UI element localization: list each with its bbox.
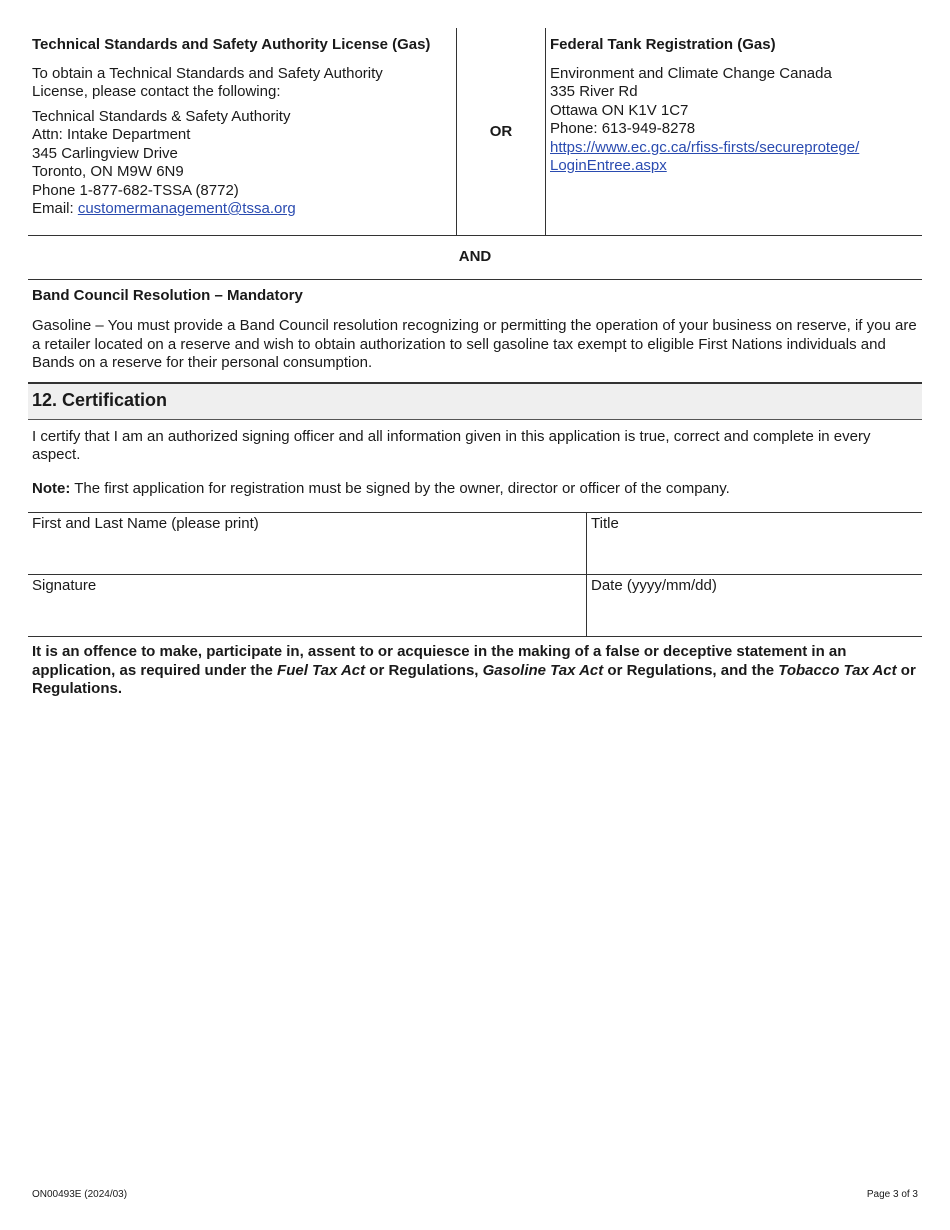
- federal-url-line1: [550, 139, 918, 158]
- offence-warning: [28, 637, 922, 705]
- tssa-title: Technical Standards and Safety Authority License (Gas): [32, 36, 431, 53]
- tssa-license-box: [28, 28, 457, 235]
- band-council-section: [28, 280, 922, 384]
- and-separator: AND: [28, 236, 922, 280]
- federal-url-link-part2[interactable]: LoginEntree.aspx: [550, 157, 667, 174]
- tssa-city: Toronto, ON M9W 6N9: [32, 163, 184, 180]
- offence-text-2: or Regulations,: [365, 661, 483, 679]
- tssa-intro-line2: License, please contact the following:: [32, 83, 281, 100]
- certification-note: [32, 480, 918, 499]
- signature-table: [28, 512, 922, 637]
- fuel-tax-act: Fuel Tax Act: [277, 661, 366, 679]
- name-label: First and Last Name (please print): [32, 515, 259, 532]
- band-council-text: Gasoline – You must provide a Band Council resolution recognizing or permitting the operation of your business on reserve, if you are a retailer located on a reserve and wish to obtain authorization to sell gasoline tax exempt to eligible First Nations individuals and Bands on a reserve for their personal consumption.: [32, 317, 917, 371]
- offence-text-3: or Regulations, and the: [603, 661, 779, 679]
- form-id: ON00493E (2024/03): [32, 1189, 128, 1200]
- certification-heading: 12. Certification: [28, 384, 922, 420]
- federal-phone: Phone: 613-949-8278: [550, 120, 696, 137]
- federal-url-link-part1[interactable]: https://www.ec.gc.ca/rfiss-firsts/secureprotege/: [550, 138, 860, 156]
- offence-text-1: It is an offence to make, participate in, assent to or acquiesce in the making of a false or deceptive statement in an application, as required under the: [32, 643, 847, 679]
- federal-address: 335 River Rd: [550, 83, 638, 100]
- federal-city: Ottawa ON K1V 1C7: [550, 101, 689, 119]
- certification-statement: I certify that I am an authorized signing officer and all information given in this application is true, correct and complete in every aspect.: [32, 427, 871, 463]
- band-council-title: Band Council Resolution – Mandatory: [32, 286, 303, 304]
- name-title-row: [28, 513, 922, 575]
- federal-org: Environment and Climate Change Canada: [550, 64, 832, 82]
- title-label: Title: [591, 515, 619, 532]
- form-page: [28, 28, 922, 705]
- tssa-phone: Phone 1-877-682-TSSA (8772): [32, 181, 239, 199]
- signature-date-row: [28, 575, 922, 637]
- federal-registration-box: [546, 28, 922, 235]
- tobacco-tax-act: Tobacco Tax Act: [778, 661, 897, 679]
- or-separator: OR: [457, 28, 546, 235]
- signature-label: Signature: [32, 577, 97, 594]
- gasoline-tax-act: Gasoline Tax Act: [482, 661, 604, 679]
- note-text: The first application for registration must be signed by the owner, director or officer of the company.: [70, 479, 730, 497]
- offence-text-4: or Regulations.: [32, 661, 916, 697]
- date-field[interactable]: [587, 575, 922, 636]
- page-number: Page 3 of 3: [866, 1189, 918, 1200]
- note-label: Note:: [32, 479, 71, 497]
- title-field[interactable]: [587, 513, 922, 574]
- name-field[interactable]: [28, 513, 587, 574]
- license-options-row: [28, 28, 922, 236]
- tssa-attn: Attn: Intake Department: [32, 126, 191, 143]
- tssa-email-link[interactable]: customermanagement@tssa.org: [77, 200, 296, 217]
- federal-url-line2: [550, 157, 918, 176]
- certification-text: [28, 420, 922, 513]
- signature-field[interactable]: [28, 575, 587, 636]
- tssa-email-line: [32, 200, 452, 219]
- tssa-address: 345 Carlingview Drive: [32, 144, 178, 162]
- tssa-intro-line1: To obtain a Technical Standards and Safety Authority: [32, 64, 383, 82]
- federal-title: Federal Tank Registration (Gas): [550, 36, 776, 53]
- tssa-org: Technical Standards & Safety Authority: [32, 107, 291, 125]
- tssa-email-label: Email:: [32, 200, 78, 217]
- date-label: Date (yyyy/mm/dd): [591, 577, 717, 594]
